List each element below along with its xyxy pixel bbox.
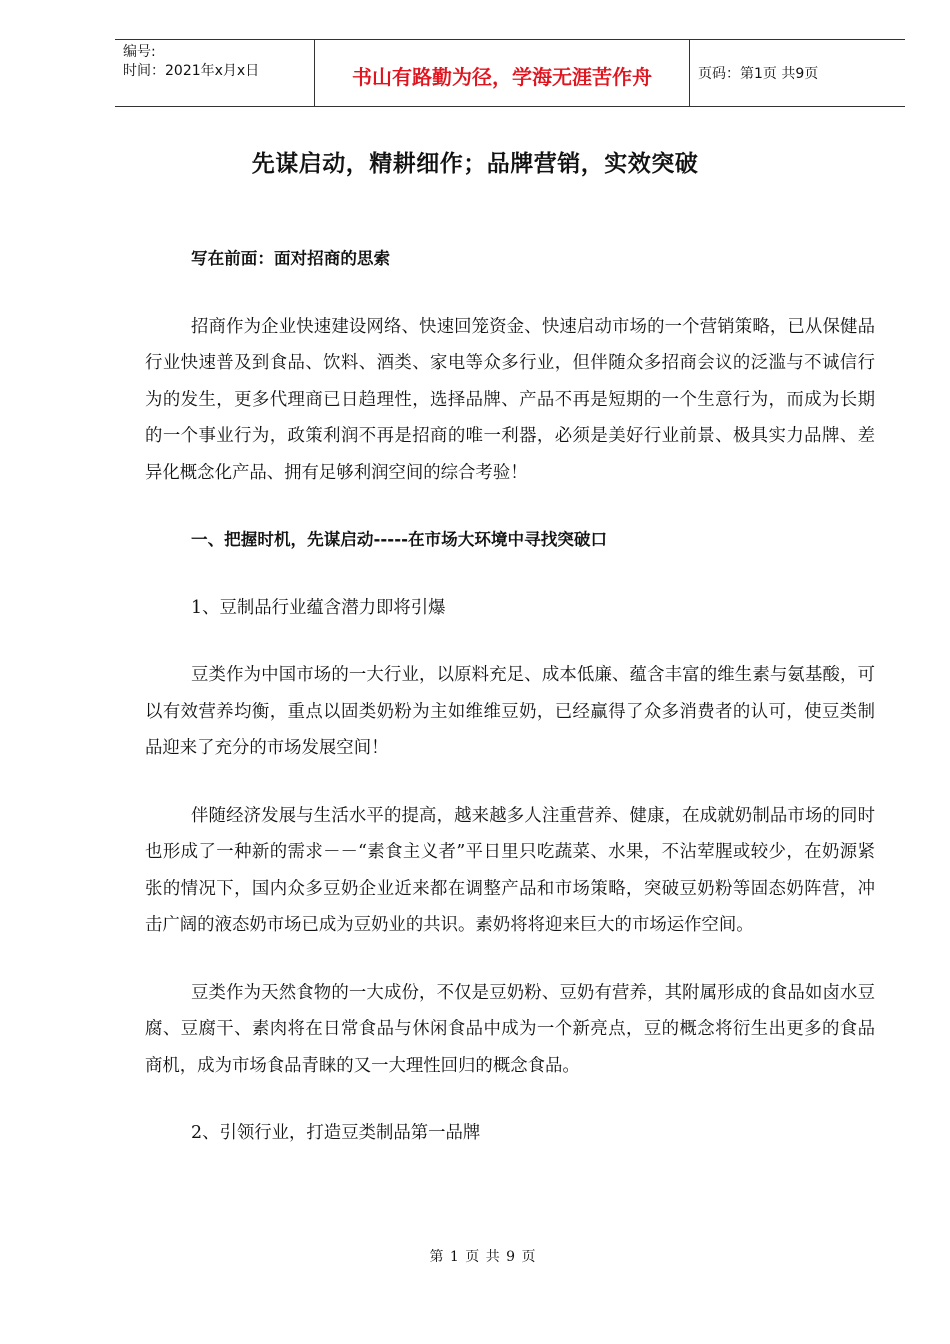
document-title: 先谋启动，精耕细作；品牌营销，实效突破	[251, 151, 699, 177]
subsection-1-heading: 1、豆制品行业蕴含潜力即将引爆	[191, 597, 446, 618]
preface-heading: 写在前面：面对招商的思索	[191, 249, 391, 268]
document-body	[145, 241, 875, 1152]
document-header	[115, 39, 905, 107]
header-page-info: 页码：第1页 共9页	[698, 66, 819, 82]
preface-paragraph: 招商作为企业快速建设网络、快速回笼资金、快速启动市场的一个营销策略，已从保健品行业快速普及到食品、饮料、酒类、家电等众多行业，但伴随众多招商会议的泛滥与不诚信行为的发生，更多代理商已日趋理性，选择品牌、产品不再是短期的一个生意行为，而成为长期的一个事业行为，政策利润不再是招商的唯一利器，必须是美好行业前景、极具实力品牌、差异化概念化产品、拥有足够利润空间的综合考验！	[145, 316, 875, 483]
page-footer: 第 1 页 共 9 页	[429, 1249, 537, 1265]
subsection-1-paragraph-1: 豆类作为中国市场的一大行业，以原料充足、成本低廉、蕴含丰富的维生素与氨基酸，可以有效营养均衡，重点以固类奶粉为主如维维豆奶，已经赢得了众多消费者的认可，使豆类制品迎来了充分的市场发展空间！	[145, 665, 875, 758]
subsection-1-paragraph-3: 豆类作为天然食物的一大成份，不仅是豆奶粉、豆奶有营养，其附属形成的食品如卤水豆腐、豆腐干、素肉将在日常食品与休闲食品中成为一个新亮点，豆的概念将衍生出更多的食品商机，成为市场食品青睐的又一大理性回归的概念食品。	[145, 982, 875, 1076]
document-time-label: 时间：2021年x月x日	[123, 63, 260, 79]
document-number-label: 编号:	[123, 44, 156, 60]
subsection-1-paragraph-2: 伴随经济发展与生活水平的提高，越来越多人注重营养、健康，在成就奶制品市场的同时也形成了一种新的需求－－“素食主义者”平日里只吃蔬菜、水果，不沾荤腥或较少，在奶源紧张的情况下，国内众多豆奶企业近来都在调整产品和市场策略，突破豆奶粉等固态奶阵营，冲击广阔的液态奶市场已成为豆奶业的共识。素奶将将迎来巨大的市场运作空间。	[145, 805, 875, 935]
header-meta-cell	[115, 40, 315, 106]
header-motto: 书山有路勤为径，学海无涯苦作舟	[315, 40, 690, 106]
section-1-heading: 一、把握时机，先谋启动-----在市场大环境中寻找突破口	[191, 530, 608, 549]
subsection-2-heading: 2、引领行业，打造豆类制品第一品牌	[191, 1123, 481, 1143]
